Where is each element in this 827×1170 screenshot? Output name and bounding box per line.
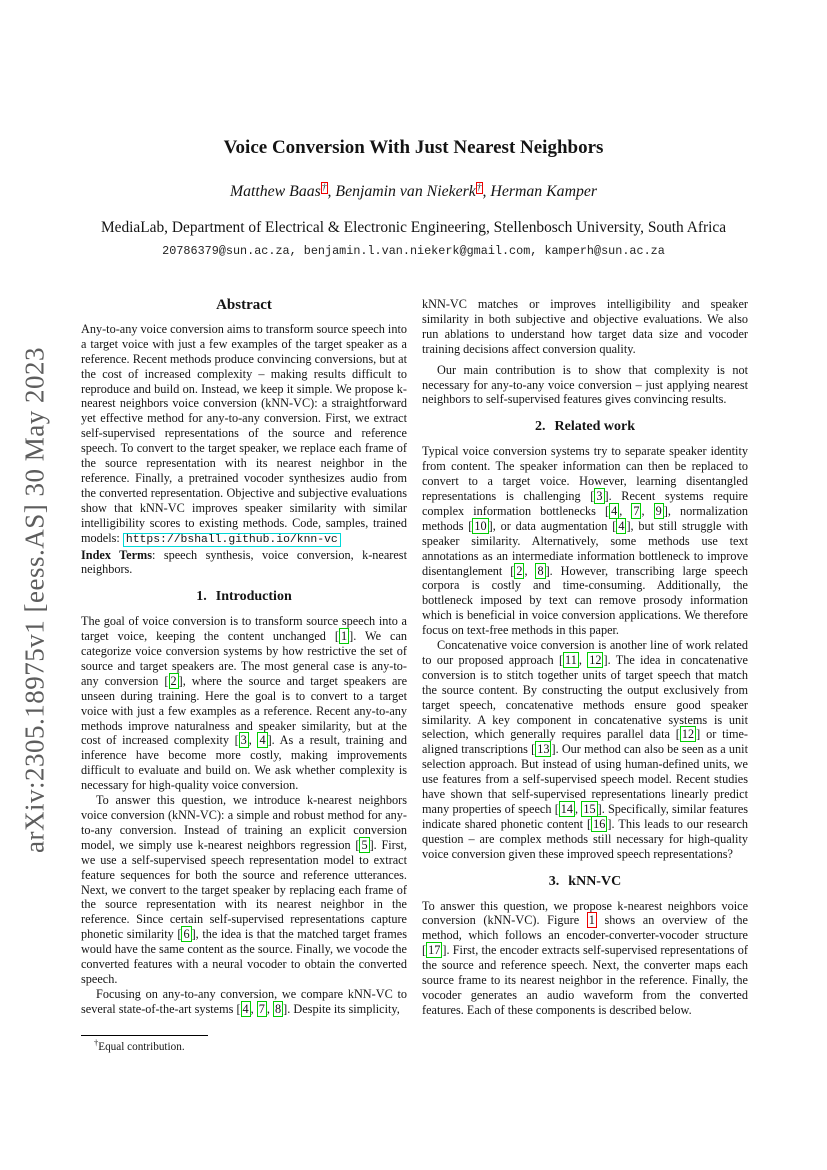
- citation-link[interactable]: 5: [361, 837, 368, 852]
- citation-link[interactable]: 10: [474, 518, 487, 533]
- paper-title: Voice Conversion With Just Nearest Neighbors: [223, 137, 604, 158]
- citation-link[interactable]: 14: [560, 802, 574, 816]
- footnote-marker: †: [94, 1036, 99, 1047]
- citation-link[interactable]: 6: [183, 927, 190, 942]
- author-line: Matthew Baas†, Benjamin van Niekerk†, Herman Kamper: [229, 182, 598, 200]
- affiliation-line: MediaLab, Department of Electrical & Electronic Engineering, Stellenbosch University, South Africa: [100, 219, 727, 236]
- abstract-paragraph: Any-to-any voice conversion aims to transform source speech into a target voice with just a few examples of the target speaker as a reference. Recent methods produce convincing conversions, but at the cost of increased complexity – making results difficult to reproduce and build on. Instead, we keep it simple. We propose k-nearest neighbors voice conversion (kNN-VC): a straightforward yet effective method for any-to-any conversion. First, we extract self-supervised representations of the source and reference speech. To convert to the target speaker, we replace each frame of the source representation with its nearest neighbor in the reference. Finally, a pretrained vocoder synthesizes audio from the converted representation. Objective and subjective evaluations show that kNN-VC improves speaker similarity with similar intelligibility scores to existing methods. Code, samples, trained models: https://bshall.github.io/knn-vc: [81, 321, 407, 546]
- related-work-paragraph-2: Concatenative voice conversion is another line of work related to our proposed approach [ 11 , 12 ]. The idea in concatenative conversion is to stitch together units of target speech that match the source content. By constructing the output exclusively from target speech, concatenative methods ensure good speaker similarity. A key component in concatenative systems is unit selection, which generally requires parallel data [ 12 ] or time-aligned transcriptions [ 13 ]. Our method can also be seen as a unit selection approach. But instead of using human-defined units, we use features from a self-supervised speech model. Recent studies have shown that self-supervised representations linearly predict many properties of speech [ 14 , 15 ]. Specifically, similar features indicate shared phonetic content [ 16 ]. This leads to our research question – are complex methods still necessary for high-quality voice conversion given these improved speech representations?: [422, 638, 749, 861]
- contribution-paragraph: Our main contribution is to show that complexity is not necessary for any-to-any voice conversion – just applying nearest neighbors to self-supervised features gives convincing results.: [422, 362, 748, 407]
- citation-link[interactable]: 12: [589, 652, 602, 667]
- citation-link[interactable]: 3: [240, 733, 247, 748]
- footnote-text: †Equal contribution.: [94, 1036, 185, 1053]
- citation-link[interactable]: 4: [611, 503, 618, 518]
- section-number: 3.: [548, 873, 560, 889]
- citation-link[interactable]: 7: [633, 503, 640, 518]
- citation-link[interactable]: 1: [341, 629, 348, 644]
- arxiv-banner: arXiv:2305.18975v1 [eess.AS] 30 May 2023: [19, 347, 50, 853]
- footnote-marker-link[interactable]: †: [476, 182, 482, 193]
- footnote-rule: [81, 1035, 208, 1036]
- footnote-block: [81, 1035, 407, 1055]
- citation-link[interactable]: 11: [565, 652, 577, 667]
- citation-link[interactable]: 4: [259, 733, 266, 748]
- knnvc-paragraph-1: To answer this question, we propose k-nearest neighbors voice conversion (kNN-VC). Figure 1 shows an overview of the method, which follows an encoder-converter-vocoder structure [ 17 ]. First, the encoder extracts self-supervised representations of the source and reference speech. Next, the converter maps each source frame to its nearest neighbor in the reference. Finally, the vocoder generates an audio waveform from the converted features. Each of these components is described below.: [422, 898, 748, 1017]
- url-link[interactable]: https://bshall.github.io/knn-vc: [123, 533, 341, 547]
- citation-link[interactable]: 8: [275, 1001, 282, 1016]
- continuation-paragraph-1: kNN-VC matches or improves intelligibility and speaker similarity in both subjective and objective evaluations. We also run ablations to understand how target data size and vocoder training decisions affect conversion quality.: [422, 297, 748, 356]
- citation-link[interactable]: 2: [170, 673, 177, 688]
- citation-link[interactable]: 4: [242, 1001, 249, 1016]
- section-title: Related work: [554, 419, 635, 435]
- bold-label: Index Terms: [81, 547, 153, 562]
- citation-link[interactable]: 12: [681, 727, 695, 742]
- section-number: 1.: [196, 589, 207, 605]
- section-title: Introduction: [215, 589, 292, 605]
- figure-ref-link[interactable]: 1: [588, 913, 595, 928]
- footnote-marker-link[interactable]: †: [321, 182, 327, 193]
- citation-link[interactable]: 4: [618, 518, 625, 533]
- citation-link[interactable]: 7: [258, 1001, 265, 1016]
- section-number: 2.: [535, 419, 546, 435]
- citation-link[interactable]: 3: [596, 488, 603, 503]
- intro-paragraph-2: To answer this question, we introduce k-nearest neighbors voice conversion (kNN-VC): a simple and robust method for any-to-any conversion. Instead of training an explicit conversion model, we simply use k-nearest neighbors regression [ 5 ]. First, we use a self-supervised speech representation model to extract feature sequences for both the source and reference utterances. Next, we convert to the target speaker by replacing each frame of the source representation with its nearest neighbor in the reference. Since certain self-supervised representations capture phonetic similarity [ 6 ], the idea is that the matched target frames would have the same content as the source. Finally, we vocode the converted features with a neural vocoder to obtain the converted speech.: [81, 793, 407, 986]
- related-work-paragraph-1: Typical voice conversion systems try to separate speaker identity from content. The speaker information can then be replaced to convert to a target voice. However, learning disentangled representations is challenging [ 3 ]. Recent systems require complex information bottlenecks [ 4 , 7 , 9 ], normalization methods [ 10 ], or data augmentation [ 4 ], but still struggle with speaker similarity. Alternatively, some methods use text annotations as an intermediate information bottleneck to improve disentanglement [ 2 , 8 ]. However, transcribing large speech corpora is costly and time-consuming. Additionally, the bottleneck imposed by text can remove prosody information which is beneficial in voice conversion applications. We therefore focus on text-free methods in this paper.: [422, 444, 749, 638]
- section-title: kNN-VC: [568, 873, 622, 889]
- citation-link[interactable]: 13: [537, 742, 550, 757]
- citation-link[interactable]: 9: [655, 503, 662, 518]
- citation-link[interactable]: 16: [593, 816, 606, 831]
- right-column: [422, 297, 748, 1054]
- two-column-body: [81, 297, 748, 1054]
- intro-paragraph-3: Focusing on any-to-any conversion, we compare kNN-VC to several state-of-the-art systems [ 4 , 7 , 8 ]. Despite its simplicity,: [81, 986, 407, 1016]
- citation-link[interactable]: 2: [516, 563, 523, 578]
- citation-link[interactable]: 8: [537, 563, 544, 578]
- abstract-heading: Abstract: [216, 297, 272, 313]
- left-column: [81, 297, 407, 1054]
- intro-paragraph-1: The goal of voice conversion is to transform source speech into a target voice, keeping the content unchanged [ 1 ]. We can categorize voice conversion systems by how restrictive the set of source and target speakers are. The most general case is any-to-any conversion [ 2 ], where the source and target speakers are unseen during training. Here the goal is to convert to a target voice with just a few examples as a reference. Recent any-to-any methods improve naturalness and speaker similarity, but at the cost of increased complexity [ 3 , 4 ]. As a result, training and inference have become more costly, making improvements difficult to evaluate and build on. We ask whether complexity is necessary for high-quality voice conversion.: [81, 614, 408, 793]
- author-emails: 20786379@sun.ac.za, benjamin.l.van.niekerk@gmail.com, kamperh@sun.ac.za: [162, 244, 665, 258]
- index-terms-paragraph: Index Terms: speech synthesis, voice conversion, k-nearest neighbors.: [81, 547, 407, 577]
- citation-link[interactable]: 15: [583, 802, 596, 816]
- section-heading-knnvc: [422, 875, 748, 890]
- paper-header: [0, 137, 827, 258]
- citation-link[interactable]: 17: [428, 943, 441, 958]
- section-heading-related-work: [422, 420, 748, 435]
- section-heading-introduction: [81, 590, 407, 605]
